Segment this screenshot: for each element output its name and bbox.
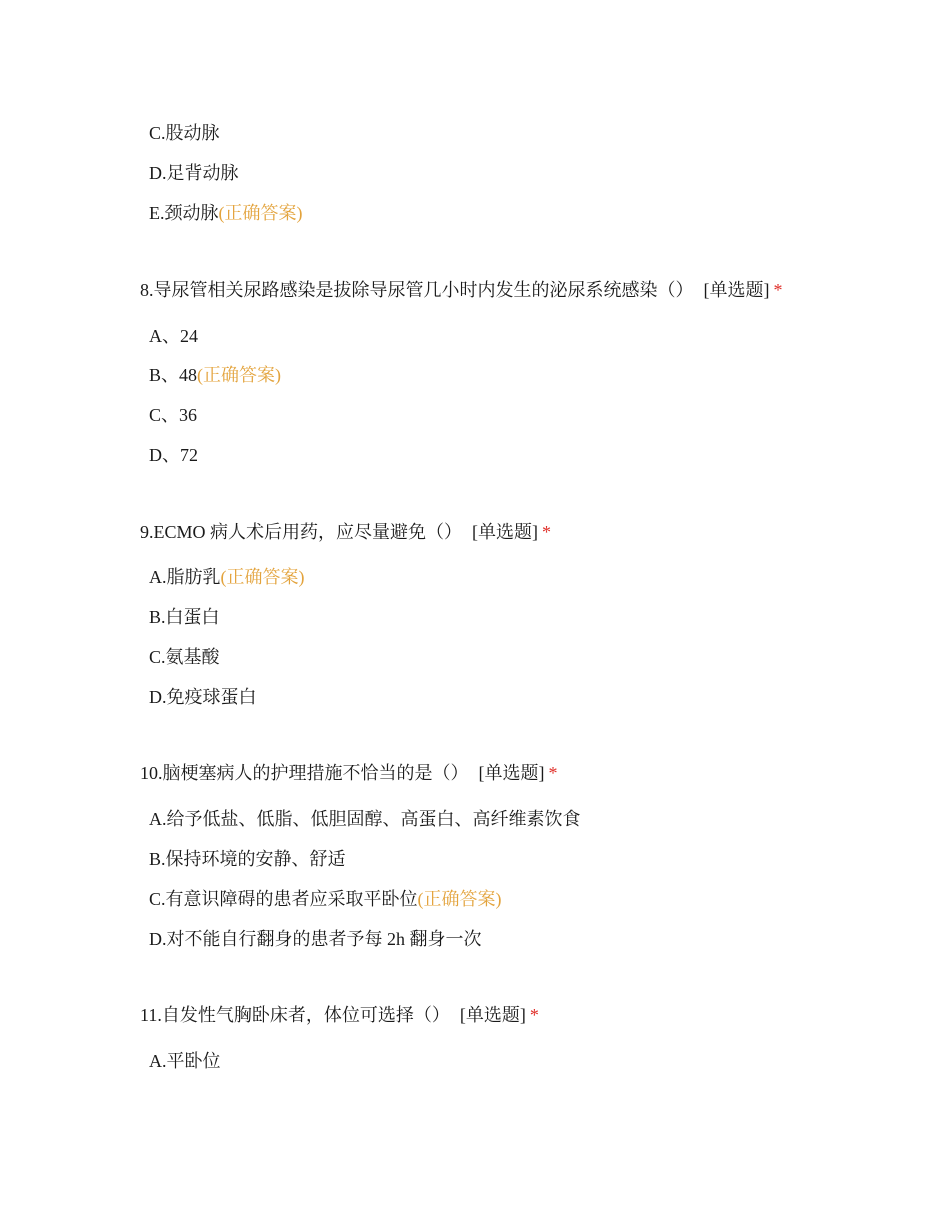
option-d: D、72: [149, 445, 198, 465]
option-c: C、36: [149, 405, 198, 425]
option-a: A、24: [149, 326, 198, 346]
option-d: D.对不能自行翻身的患者予每 2h 翻身一次: [149, 929, 482, 949]
option-d: D.免疫球蛋白: [149, 687, 257, 707]
question-type: [单选题]: [472, 522, 539, 542]
option-b: B.保持环境的安静、舒适: [149, 849, 346, 869]
option-d: D.足背动脉: [149, 163, 239, 183]
question-type: [单选题]: [703, 280, 770, 300]
question-type: [单选题]: [478, 763, 545, 783]
correct-answer-label: (正确答案): [218, 203, 303, 223]
correct-answer-label: (正确答案): [197, 365, 282, 385]
option-b: B、48(正确答案): [149, 365, 282, 385]
option-c: C.氨基酸: [149, 647, 220, 667]
required-mark: *: [529, 1005, 539, 1025]
question-11-title: 11.自发性气胸卧床者，体位可选择（） [单选题] *: [140, 1005, 539, 1025]
required-mark: *: [773, 280, 783, 300]
option-a: A.给予低盐、低脂、低胆固醇、高蛋白、高纤维素饮食: [149, 809, 581, 829]
option-c: C.股动脉: [149, 123, 220, 143]
required-mark: *: [542, 522, 552, 542]
question-9-title: 9.ECMO 病人术后用药，应尽量避免（） [单选题] *: [140, 522, 552, 542]
option-a: A.平卧位: [149, 1051, 221, 1071]
correct-answer-label: (正确答案): [220, 567, 305, 587]
question-10-title: 10.脑梗塞病人的护理措施不恰当的是（） [单选题] *: [140, 763, 558, 783]
option-b: B.白蛋白: [149, 607, 220, 627]
required-mark: *: [548, 763, 558, 783]
question-type: [单选题]: [459, 1005, 526, 1025]
question-8-title: 8.导尿管相关尿路感染是拔除导尿管几小时内发生的泌尿系统感染（） [单选题] *: [140, 280, 783, 300]
option-c: C.有意识障碍的患者应采取平卧位(正确答案): [149, 889, 502, 909]
option-a: A.脂肪乳(正确答案): [149, 567, 305, 587]
option-e: E.颈动脉(正确答案): [149, 203, 303, 223]
correct-answer-label: (正确答案): [417, 889, 502, 909]
